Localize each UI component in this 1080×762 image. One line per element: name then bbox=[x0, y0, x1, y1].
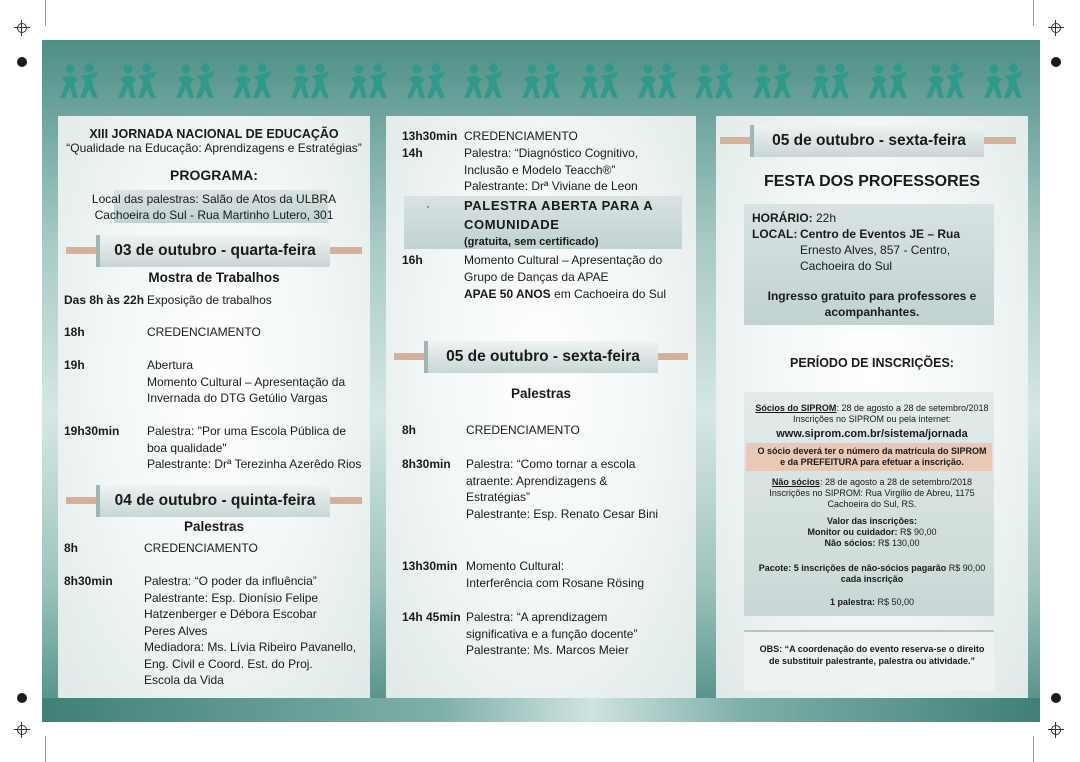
crop-mark bbox=[14, 20, 30, 36]
horario-label: HORÁRIO: bbox=[752, 211, 813, 225]
registration-link[interactable]: www.siprom.com.br/sistema/jornada bbox=[776, 428, 968, 440]
schedule-time: 8h bbox=[402, 423, 417, 437]
registration-dot bbox=[17, 693, 27, 703]
monitor-label: Monitor ou cuidador: bbox=[807, 527, 898, 537]
schedule-time: 14h 45min bbox=[402, 610, 461, 624]
schedule-time: 19h30min bbox=[64, 424, 120, 438]
open-lecture-note: (gratuita, sem certificado) bbox=[464, 236, 599, 248]
schedule-text: Eng. Civil e Coord. Est. do Proj. bbox=[144, 656, 313, 671]
middle-panel bbox=[386, 116, 696, 698]
festa-title: FESTA DOS PROFESSORES bbox=[763, 173, 981, 190]
schedule-text: Estratégias” bbox=[466, 490, 531, 504]
schedule-time: 14h bbox=[402, 146, 423, 160]
crop-mark bbox=[14, 722, 30, 738]
ingresso-line1: Ingresso gratuito para professores e bbox=[767, 289, 977, 303]
nao-socios-price-value: R$ 130,00 bbox=[875, 538, 920, 548]
people-figure-icon bbox=[518, 62, 564, 102]
schedule-time: 8h30min bbox=[64, 574, 113, 588]
pacote-line bbox=[716, 563, 1028, 575]
people-figure-icon bbox=[229, 62, 275, 102]
schedule-text: Palestrante: Drª Terezinha Azerêdo Rios bbox=[147, 457, 362, 471]
nao-socios-dates: : 28 de agosto a 28 de setembro/2018 bbox=[819, 477, 973, 487]
schedule-text: atraente: Aprendizagens & bbox=[466, 473, 608, 488]
people-figure-icon bbox=[114, 62, 160, 102]
people-figure-icon bbox=[980, 62, 1026, 102]
day-tab-05: 05 de outubro - sexta-feira bbox=[424, 341, 658, 373]
trim-guide bbox=[45, 736, 46, 762]
people-figure-icon bbox=[634, 62, 680, 102]
programa-heading: PROGRAMA: bbox=[170, 167, 258, 183]
schedule-time: 13h30min bbox=[402, 129, 458, 143]
people-figure-icon bbox=[922, 62, 968, 102]
schedule-text: Palestrante: Esp. Renato Cesar Bini bbox=[466, 506, 659, 521]
event-title: XIII JORNADA NACIONAL DE EDUCAÇÃO bbox=[89, 127, 339, 141]
schedule-text: Momento Cultural: bbox=[466, 559, 565, 573]
local-address-line: Cachoeira do Sul bbox=[800, 259, 893, 273]
event-subtitle: “Qualidade na Educação: Aprendizagens e Estratégias” bbox=[66, 141, 362, 155]
palestras-heading-05: Palestras bbox=[510, 386, 572, 401]
people-figure-icon bbox=[172, 62, 218, 102]
ingresso-line2: acompanhantes. bbox=[824, 305, 920, 319]
pacote-label: Pacote: 5 inscrições de não-sócios pagarão bbox=[758, 563, 947, 573]
crop-mark bbox=[1048, 20, 1064, 36]
people-figure-icon bbox=[403, 62, 449, 102]
bottom-band bbox=[42, 698, 1040, 722]
people-figure-icon bbox=[56, 62, 102, 102]
pacote-value: R$ 90,00 bbox=[946, 563, 986, 573]
people-figure-icon bbox=[865, 62, 911, 102]
palestra-price-label: 1 palestra: bbox=[829, 597, 875, 607]
nao-socios-label: Não sócios bbox=[771, 477, 820, 487]
schedule-time: 19h bbox=[64, 358, 85, 372]
warning-line1: O sócio deverá ter o número da matrícula do SIPROM bbox=[757, 446, 987, 456]
schedule-text: Interferência com Rosane Rösing bbox=[466, 575, 645, 590]
trim-guide bbox=[1033, 0, 1034, 26]
socios-line2: Inscrições no SIPROM ou pela internet: bbox=[792, 414, 952, 424]
schedule-text: Exposição de trabalhos bbox=[147, 293, 272, 307]
schedule-text: Palestra: “Diagnóstico Cognitivo, bbox=[464, 146, 639, 160]
schedule-text: Palestrante: Drª Viviane de Leon bbox=[464, 179, 638, 193]
horario-line bbox=[752, 210, 836, 227]
schedule-text: Palestrante: Ms. Marcos Meier bbox=[466, 643, 629, 657]
schedule-text: CREDENCIAMENTO bbox=[464, 129, 578, 143]
people-figure-icon bbox=[287, 62, 333, 102]
schedule-text: Palestrante: Esp. Dionísio Felipe bbox=[144, 590, 319, 605]
people-figure-icon bbox=[749, 62, 795, 102]
schedule-text: CREDENCIAMENTO bbox=[144, 541, 258, 555]
schedule-text: Palestra: “A aprendizagem bbox=[466, 610, 608, 624]
monitor-value: R$ 90,00 bbox=[897, 527, 937, 537]
schedule-text: Peres Alves bbox=[144, 623, 208, 638]
apae-rest: em Cachoeira do Sul bbox=[550, 287, 667, 301]
palestras-heading: Palestras bbox=[183, 519, 245, 534]
schedule-time: 18h bbox=[64, 325, 85, 339]
crop-mark bbox=[1048, 722, 1064, 738]
schedule-time: Das 8h às 22h bbox=[64, 293, 145, 307]
schedule-time: 13h30min bbox=[402, 559, 458, 573]
schedule-text: Palestra: “O poder da influência” bbox=[144, 574, 317, 588]
nao-socios-line3: Cachoeira do Sul, RS. bbox=[827, 499, 917, 509]
apae-bold: APAE 50 ANOS bbox=[464, 287, 551, 301]
local-address-line: Ernesto Alves, 857 - Centro, bbox=[800, 243, 951, 257]
open-lecture-line2: COMUNIDADE bbox=[464, 217, 560, 232]
schedule-text: Palestra: "Por uma Escola Pública de bbox=[147, 424, 347, 438]
socios-line1 bbox=[716, 403, 1028, 415]
right-panel bbox=[716, 116, 1028, 698]
schedule-text: Palestra: “Como tornar a escola bbox=[466, 457, 636, 471]
day-tab-03: 03 de outubro - quarta-feira bbox=[96, 235, 330, 267]
registration-dot bbox=[1051, 57, 1061, 67]
obs-line1: OBS: “A coordenação do evento reserva-se o direito bbox=[759, 644, 985, 654]
day-tab-04: 04 de outubro - quinta-feira bbox=[96, 485, 330, 517]
trim-guide bbox=[45, 0, 46, 26]
people-figure-icon bbox=[807, 62, 853, 102]
obs-line2: de substituir palestrante, palestra ou atividade.” bbox=[768, 656, 976, 666]
people-figure-icon bbox=[345, 62, 391, 102]
schedule-text: Abertura bbox=[147, 358, 194, 372]
open-lecture-dot: · bbox=[426, 199, 430, 213]
warning-line2: e da PREFEITURA para efetuar a inscrição. bbox=[780, 457, 964, 467]
schedule-text: Hatzenberger e Débora Escobar bbox=[144, 607, 317, 621]
figures-row bbox=[56, 62, 1026, 104]
open-lecture-line1: PALESTRA ABERTA PARA A bbox=[464, 198, 654, 213]
mostra-heading: Mostra de Trabalhos bbox=[148, 270, 280, 285]
registration-dot bbox=[1051, 693, 1061, 703]
monitor-line bbox=[716, 527, 1028, 539]
people-figure-icon bbox=[691, 62, 737, 102]
registration-dot bbox=[17, 57, 27, 67]
periodo-heading: PERÍODO DE INSCRIÇÕES: bbox=[790, 356, 954, 370]
schedule-text: CREDENCIAMENTO bbox=[147, 325, 261, 339]
local-label: LOCAL: bbox=[752, 227, 798, 241]
schedule-text: Escola da Vida bbox=[144, 673, 224, 687]
schedule-text: Inclusão e Modelo Teacch®” bbox=[464, 162, 616, 177]
nao-socios-price-line bbox=[716, 538, 1028, 550]
palestra-price-line bbox=[716, 597, 1028, 609]
schedule-text: Invernada do DTG Getúlio Vargas bbox=[147, 391, 328, 405]
people-figure-icon bbox=[460, 62, 506, 102]
people-figure-icon bbox=[576, 62, 622, 102]
schedule-text: Momento Cultural – Apresentação da bbox=[147, 374, 346, 389]
schedule-time: 16h bbox=[402, 253, 423, 267]
trim-guide bbox=[1033, 736, 1034, 762]
brochure-sheet bbox=[42, 40, 1040, 722]
schedule-text: significativa e a função docente” bbox=[466, 626, 638, 641]
valor-title: Valor das inscrições: bbox=[826, 516, 918, 526]
left-panel bbox=[58, 116, 370, 698]
socios-label: Sócios do SIPROM bbox=[755, 403, 837, 413]
schedule-text: Grupo de Danças da APAE bbox=[464, 269, 609, 284]
palestra-price-value: R$ 50,00 bbox=[875, 597, 915, 607]
horario-value: 22h bbox=[812, 211, 837, 225]
schedule-text: CREDENCIAMENTO bbox=[466, 423, 580, 437]
socios-dates: : 28 de agosto a 28 de setembro/2018 bbox=[836, 403, 989, 413]
nao-socios-line1 bbox=[716, 477, 1028, 489]
local-address-line: Centro de Eventos JE – Rua bbox=[800, 227, 961, 241]
schedule-text: boa qualidade" bbox=[147, 440, 227, 455]
nao-socios-line2: Inscrições no SIPROM: Rua Virgílio de Abreu, 1175 bbox=[769, 488, 975, 498]
day-tab-05-festa: 05 de outubro - sexta-feira bbox=[750, 125, 984, 157]
nao-socios-price-label: Não sócios: bbox=[824, 538, 876, 548]
local-line2: Cachoeira do Sul - Rua Martinho Lutero, 301 bbox=[94, 208, 334, 222]
schedule-time: 8h30min bbox=[402, 457, 451, 471]
pacote-line2: cada inscrição bbox=[840, 574, 904, 584]
schedule-text: Mediadora: Ms. Lívia Ribeiro Pavanello, bbox=[144, 640, 357, 654]
schedule-text: Momento Cultural – Apresentação do bbox=[464, 253, 663, 267]
schedule-time: 8h bbox=[64, 541, 79, 555]
apae-line bbox=[464, 286, 666, 303]
local-line1: Local das palestras: Salão de Atos da ULBRA bbox=[91, 192, 337, 206]
